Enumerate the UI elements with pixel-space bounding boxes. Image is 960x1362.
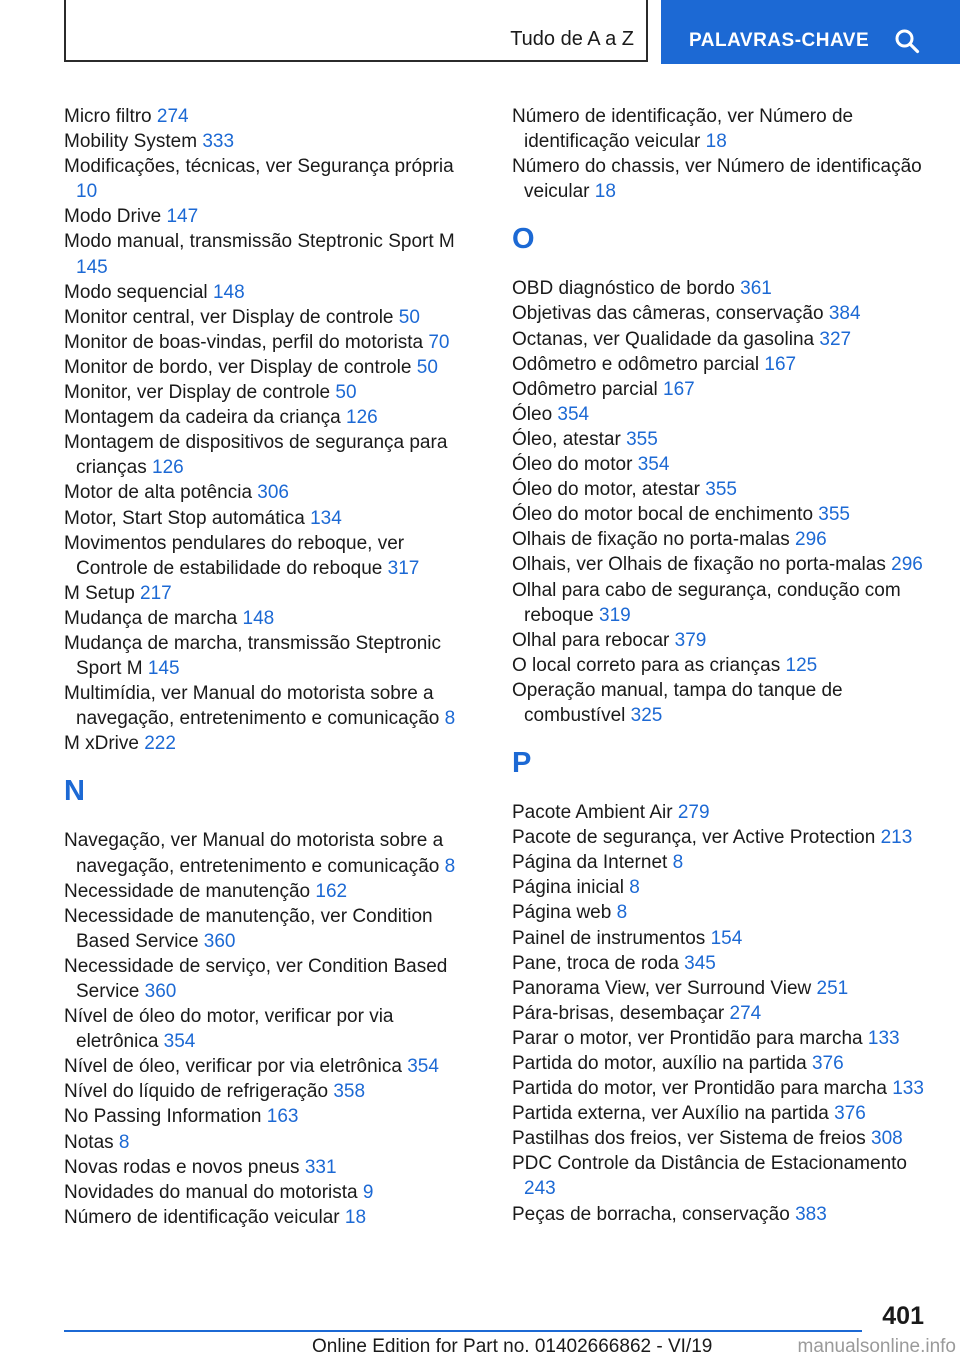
index-column-right: [512, 104, 927, 1227]
section-letter: O: [512, 223, 535, 256]
tab-keywords-label: PALAVRAS-CHAVE: [689, 30, 870, 51]
index-entry-text: Monitor de bordo, ver Display de controle: [64, 356, 412, 378]
page-link[interactable]: 18: [705, 131, 727, 153]
index-entry-text: Modo Drive: [64, 206, 162, 228]
index-entry: [512, 976, 927, 1001]
index-entry: [64, 1180, 479, 1205]
index-entry: [64, 104, 479, 129]
index-entry: [512, 377, 927, 402]
page-link[interactable]: 154: [710, 927, 743, 949]
page-link[interactable]: 8: [672, 852, 684, 874]
index-entry: [512, 628, 927, 653]
page-link[interactable]: 213: [880, 827, 913, 849]
index-entry-text: Mobility System: [64, 131, 198, 153]
section-letter: N: [64, 775, 85, 808]
page-link[interactable]: 296: [795, 529, 827, 551]
index-entry: [64, 1104, 479, 1129]
index-entry: [64, 1130, 479, 1155]
page-link[interactable]: 327: [819, 328, 852, 350]
section-letter: P: [512, 747, 532, 780]
index-entry: [512, 427, 927, 452]
index-entry: [512, 653, 927, 678]
index-entry: [64, 904, 479, 954]
index-entry-text: Novidades do manual do motorista: [64, 1181, 358, 1203]
index-entry-text: Painel de instrumentos: [512, 927, 706, 949]
tab-a-to-z[interactable]: [64, 0, 648, 62]
index-entry: [512, 926, 927, 951]
index-entry: [64, 405, 479, 430]
index-entry: [512, 402, 927, 427]
page-link[interactable]: 148: [212, 281, 245, 303]
index-entry: [512, 1126, 927, 1151]
index-entry-text: Pastilhas dos freios, ver Sistema de freios: [512, 1128, 866, 1150]
index-entry: [64, 1155, 479, 1180]
index-entry-text: Odômetro e odômetro parcial: [512, 353, 760, 375]
index-entry-text: Pacote Ambient Air: [512, 802, 673, 824]
index-entry: [64, 1054, 479, 1079]
page-link[interactable]: 8: [118, 1131, 130, 1153]
index-entry: [512, 875, 927, 900]
page-link[interactable]: 145: [147, 658, 180, 680]
index-entry: [64, 954, 479, 1004]
page-link[interactable]: 331: [304, 1156, 337, 1178]
index-entry-text: Panorama View, ver Surround View: [512, 977, 812, 999]
page-link[interactable]: 162: [315, 880, 348, 902]
index-entry-text: Monitor de boas-vindas, perfil do motorista: [64, 331, 424, 353]
page-link[interactable]: 355: [626, 428, 658, 450]
index-entry-text: Novas rodas e novos pneus: [64, 1156, 300, 1178]
page-link[interactable]: 163: [266, 1106, 299, 1128]
index-entry: [512, 825, 927, 850]
page-link[interactable]: 8: [444, 855, 456, 877]
page-link[interactable]: 360: [203, 930, 236, 952]
page-link[interactable]: 325: [630, 704, 663, 726]
index-entry: [64, 506, 479, 531]
index-entry-text: Notas: [64, 1131, 114, 1153]
page-link[interactable]: 243: [524, 1178, 556, 1200]
index-entry: [512, 527, 927, 552]
index-entry-text: Óleo do motor, atestar: [512, 479, 700, 501]
index-entry: [64, 380, 479, 405]
index-entry: [64, 355, 479, 380]
page-link[interactable]: 354: [407, 1056, 439, 1078]
page-link[interactable]: 358: [333, 1081, 366, 1103]
index-entry-text: Óleo: [512, 403, 553, 425]
top-navigation: [0, 0, 960, 66]
index-entry: [512, 1001, 927, 1026]
page-link[interactable]: 167: [764, 353, 797, 375]
page-link[interactable]: 383: [795, 1203, 827, 1225]
page-link[interactable]: 354: [163, 1031, 196, 1053]
index-entry: [64, 154, 479, 204]
index-entry: [64, 480, 479, 505]
index-entry: [512, 1026, 927, 1051]
index-entry: [64, 1004, 479, 1054]
index-entry-text: PDC Controle da Distância de Estacionamento: [512, 1153, 907, 1175]
index-entry-text: Movimentos pendulares do reboque, ver Controle de estabilidade do reboque: [64, 532, 405, 579]
index-entry: [64, 1079, 479, 1104]
index-entry: [64, 330, 479, 355]
index-entry: [512, 452, 927, 477]
footer-edition-text: Online Edition for Part no. 01402666862 - VI/19: [312, 1336, 713, 1357]
page-link[interactable]: 355: [818, 504, 850, 526]
page-link[interactable]: 376: [811, 1053, 844, 1074]
index-entry: [64, 129, 479, 154]
page-link[interactable]: 50: [398, 306, 420, 328]
page-link[interactable]: 222: [144, 733, 176, 755]
index-entry: [512, 900, 927, 925]
page-link[interactable]: 133: [892, 1078, 924, 1100]
search-icon: [894, 28, 920, 54]
page-link[interactable]: 345: [684, 952, 716, 974]
page-link[interactable]: 10: [76, 181, 98, 203]
page-link[interactable]: 384: [828, 303, 861, 325]
index-entry: [512, 352, 927, 377]
index-entry-text: Montagem da cadeira da criança: [64, 407, 341, 429]
index-entry: [512, 1076, 927, 1101]
index-entry: [64, 1205, 479, 1230]
page-link[interactable]: 133: [867, 1027, 900, 1049]
index-column-left: [64, 104, 479, 1230]
index-entry: [512, 1151, 927, 1201]
index-entry: [64, 430, 479, 480]
index-entry-text: Necessidade de serviço, ver Condition Based Service: [64, 955, 448, 1002]
index-entry-text: Nível de óleo, verificar por via eletrônica: [64, 1056, 402, 1078]
index-entry: [64, 305, 479, 330]
index-entry: [64, 204, 479, 229]
index-entry-text: Monitor, ver Display de controle: [64, 382, 331, 404]
index-entry-text: Modo sequencial: [64, 281, 208, 303]
page-link[interactable]: 50: [335, 382, 357, 404]
page-link[interactable]: 360: [144, 981, 177, 1002]
page-link[interactable]: 126: [152, 457, 184, 479]
index-entry: [512, 502, 927, 527]
index-entry: [64, 879, 479, 904]
index-entry-text: Pacote de segurança, ver Active Protection: [512, 827, 876, 849]
page-link[interactable]: 8: [616, 902, 628, 924]
page-link[interactable]: 9: [362, 1181, 374, 1203]
index-entry-text: Olhais de fixação no porta-malas: [512, 529, 790, 551]
page-link[interactable]: 126: [346, 407, 378, 429]
index-entry-text: Navegação, ver Manual do motorista sobre a navegação, entretenimento e comunicação: [64, 830, 444, 877]
index-entry: [512, 678, 927, 728]
index-entry-text: Octanas, ver Qualidade da gasolina: [512, 328, 815, 350]
index-entry: [512, 477, 927, 502]
index-entry-text: Multimídia, ver Manual do motorista sobre a navegação, entretenimento e comunicação: [64, 683, 440, 730]
footer-watermark: manualsonline.info: [797, 1336, 956, 1357]
index-entry: [64, 606, 479, 631]
page-link[interactable]: 354: [637, 454, 670, 476]
index-entry: [512, 800, 927, 825]
index-entry-text: Motor, Start Stop automática: [64, 507, 305, 529]
page-link[interactable]: 308: [871, 1128, 903, 1150]
page-link[interactable]: 125: [785, 654, 818, 676]
page-link[interactable]: 217: [140, 582, 172, 604]
index-entry-text: Número do chassis, ver Número de identificação veicular: [512, 156, 922, 203]
page-link[interactable]: 319: [599, 604, 631, 626]
page-link[interactable]: 279: [677, 802, 710, 824]
page-link[interactable]: 147: [166, 206, 199, 228]
page-link[interactable]: 18: [344, 1206, 367, 1228]
index-entry-text: Página inicial: [512, 877, 624, 899]
index-entry-text: Número de identificação, ver Número de identificação veicular: [512, 106, 854, 153]
index-entry-text: Óleo, atestar: [512, 428, 621, 450]
page-link[interactable]: 355: [705, 479, 737, 501]
index-entry-text: Mudança de marcha, transmissão Steptronic Sport M: [64, 632, 442, 680]
index-entry: [64, 280, 479, 305]
page-link[interactable]: 134: [310, 507, 342, 529]
index-entry: [64, 631, 479, 681]
index-entry-text: Olhal para rebocar: [512, 629, 670, 651]
tab-keywords[interactable]: [661, 0, 960, 64]
index-entry: [512, 104, 927, 154]
page-link[interactable]: 354: [557, 403, 590, 425]
index-entry: [512, 327, 927, 352]
index-entry: [512, 276, 927, 301]
page-link[interactable]: 251: [816, 977, 849, 999]
page-link[interactable]: 274: [156, 106, 189, 127]
page-link[interactable]: 274: [729, 1002, 762, 1024]
page-link[interactable]: 18: [594, 181, 616, 203]
page-link[interactable]: 167: [663, 378, 695, 400]
index-entry-text: Nível do líquido de refrigeração: [64, 1081, 329, 1103]
footer-divider: [64, 1330, 862, 1332]
index-entry-text: M Setup: [64, 582, 135, 604]
index-entry: [64, 731, 479, 756]
page-link[interactable]: 361: [740, 278, 772, 300]
index-entry-text: Óleo do motor: [512, 454, 633, 476]
page-link[interactable]: 8: [629, 877, 640, 899]
index-entry-text: Número de identificação veicular: [64, 1206, 340, 1228]
index-entry-text: Motor de alta potência: [64, 482, 253, 504]
index-entry: [512, 552, 927, 577]
page-link[interactable]: 70: [428, 331, 450, 353]
index-entry: [512, 1202, 927, 1227]
index-entry: [64, 828, 479, 878]
index-entry-text: Montagem de dispositivos de segurança para crianças: [64, 432, 448, 479]
index-entry-text: Odômetro parcial: [512, 378, 658, 400]
page-link[interactable]: 8: [444, 708, 456, 730]
index-entry: [512, 951, 927, 976]
page-link[interactable]: 379: [674, 629, 707, 651]
index-entry: [512, 850, 927, 875]
index-entry-text: Pane, troca de roda: [512, 952, 679, 974]
index-entry-text: Pára-brisas, desembaçar: [512, 1002, 725, 1024]
index-entry-text: Parar o motor, ver Prontidão para marcha: [512, 1027, 863, 1049]
index-entry-text: Óleo do motor bocal de enchimento: [512, 504, 814, 526]
index-entry-text: Modo manual, transmissão Steptronic Sport M: [64, 231, 455, 253]
index-entry: [512, 301, 927, 326]
index-entry: [512, 1101, 927, 1126]
index-entry-text: Olhais, ver Olhais de fixação no porta-malas: [512, 554, 886, 576]
index-entry: [512, 578, 927, 628]
page-link[interactable]: 306: [257, 482, 289, 504]
index-entry-text: No Passing Information: [64, 1106, 262, 1128]
index-entry-text: Necessidade de manutenção, ver Condition Based Service: [64, 905, 433, 952]
index-entry: [64, 229, 479, 279]
page-link[interactable]: 145: [76, 256, 108, 278]
index-entry-text: Monitor central, ver Display de controle: [64, 306, 394, 328]
index-entry: [64, 681, 479, 731]
index-entry-text: Nível de óleo do motor, verificar por via eletrônica: [64, 1006, 394, 1053]
index-entry-text: Objetivas das câmeras, conservação: [512, 303, 824, 325]
page-link[interactable]: 376: [834, 1103, 866, 1125]
index-entry-text: Micro filtro: [64, 106, 152, 127]
index-entry-text: O local correto para as crianças: [512, 654, 781, 676]
index-entry-text: Partida do motor, ver Prontidão para marcha: [512, 1078, 887, 1100]
tab-a-to-z-label: Tudo de A a Z: [510, 28, 634, 50]
page-link[interactable]: 296: [891, 554, 923, 576]
page-link[interactable]: 333: [202, 131, 235, 153]
index-entry: [64, 581, 479, 606]
index-entry-text: OBD diagnóstico de bordo: [512, 278, 735, 300]
index-entry-text: Mudança de marcha: [64, 607, 238, 629]
index-entry-text: Página da Internet: [512, 852, 668, 874]
page-link[interactable]: 148: [242, 607, 275, 629]
index-entry-text: Página web: [512, 902, 612, 924]
index-entry: [512, 154, 927, 204]
page-number: 401: [882, 1302, 924, 1330]
index-entry: [512, 1051, 927, 1076]
index-entry-text: Operação manual, tampa do tanque de combustível: [512, 679, 843, 726]
index-entry-text: Olhal para cabo de segurança, condução com reboque: [512, 579, 901, 626]
page-link[interactable]: 317: [387, 557, 420, 579]
index-entry-text: M xDrive: [64, 733, 139, 755]
index-entry-text: Peças de borracha, conservação: [512, 1203, 790, 1225]
index-entry-text: Partida do motor, auxílio na partida: [512, 1053, 807, 1074]
page-link[interactable]: 50: [416, 356, 438, 378]
index-entry-text: Necessidade de manutenção: [64, 880, 311, 902]
index-entry-text: Partida externa, ver Auxílio na partida: [512, 1103, 829, 1125]
index-entry-text: Modificações, técnicas, ver Segurança própria: [64, 156, 454, 178]
index-entry: [64, 531, 479, 581]
